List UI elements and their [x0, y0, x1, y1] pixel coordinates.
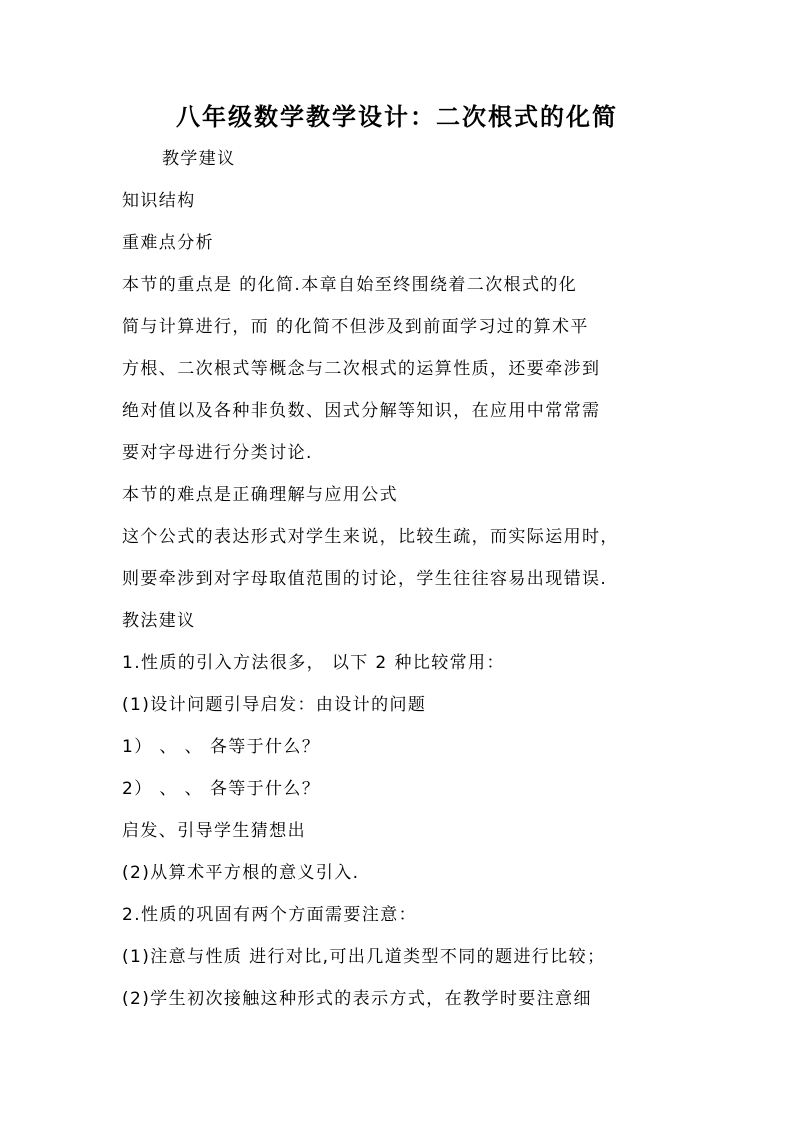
paragraph-line: 绝对值以及各种非负数、因式分解等知识，在应用中常常需: [122, 401, 601, 421]
list-item: 1） 、 、 各等于什么？: [122, 737, 321, 757]
section-heading-key-difficulties: 重难点分析: [122, 233, 214, 253]
paragraph-line: 方根、二次根式等概念与二次根式的运算性质，还要牵涉到: [122, 359, 601, 379]
paragraph-line: 简与计算进行，而 的化简不但涉及到前面学习过的算术平: [122, 317, 589, 337]
list-item: (1)设计问题引导启发：由设计的问题: [122, 695, 427, 715]
paragraph-line: 本节的难点是正确理解与应用公式: [122, 485, 398, 505]
paragraph-line: 启发、引导学生猜想出: [122, 821, 306, 841]
paragraph-line: 则要牵涉到对字母取值范围的讨论，学生往往容易出现错误.: [122, 569, 608, 589]
list-item: 2） 、 、 各等于什么？: [122, 779, 321, 799]
list-item: 1.性质的引入方法很多， 以下 2 种比较常用：: [122, 653, 505, 673]
list-item: (2)学生初次接触这种形式的表示方式，在教学时要注意细: [122, 989, 592, 1009]
section-heading-knowledge-structure: 知识结构: [122, 191, 196, 211]
list-item: 2.性质的巩固有两个方面需要注意：: [122, 905, 418, 925]
paragraph-line: 要对字母进行分类讨论.: [122, 443, 313, 463]
section-heading-teaching-methods: 教法建议: [122, 611, 196, 631]
document-title: 八年级数学教学设计：二次根式的化简: [176, 103, 618, 131]
paragraph-line: 这个公式的表达形式对学生来说，比较生疏，而实际运用时，: [122, 527, 619, 547]
list-item: (1)注意与性质 进行对比,可出几道类型不同的题进行比较；: [122, 947, 606, 967]
list-item: (2)从算术平方根的意义引入.: [122, 863, 360, 883]
paragraph-line: 本节的重点是 的化简.本章自始至终围绕着二次根式的化: [122, 275, 578, 295]
section-heading-teaching-suggestions: 教学建议: [162, 149, 236, 169]
